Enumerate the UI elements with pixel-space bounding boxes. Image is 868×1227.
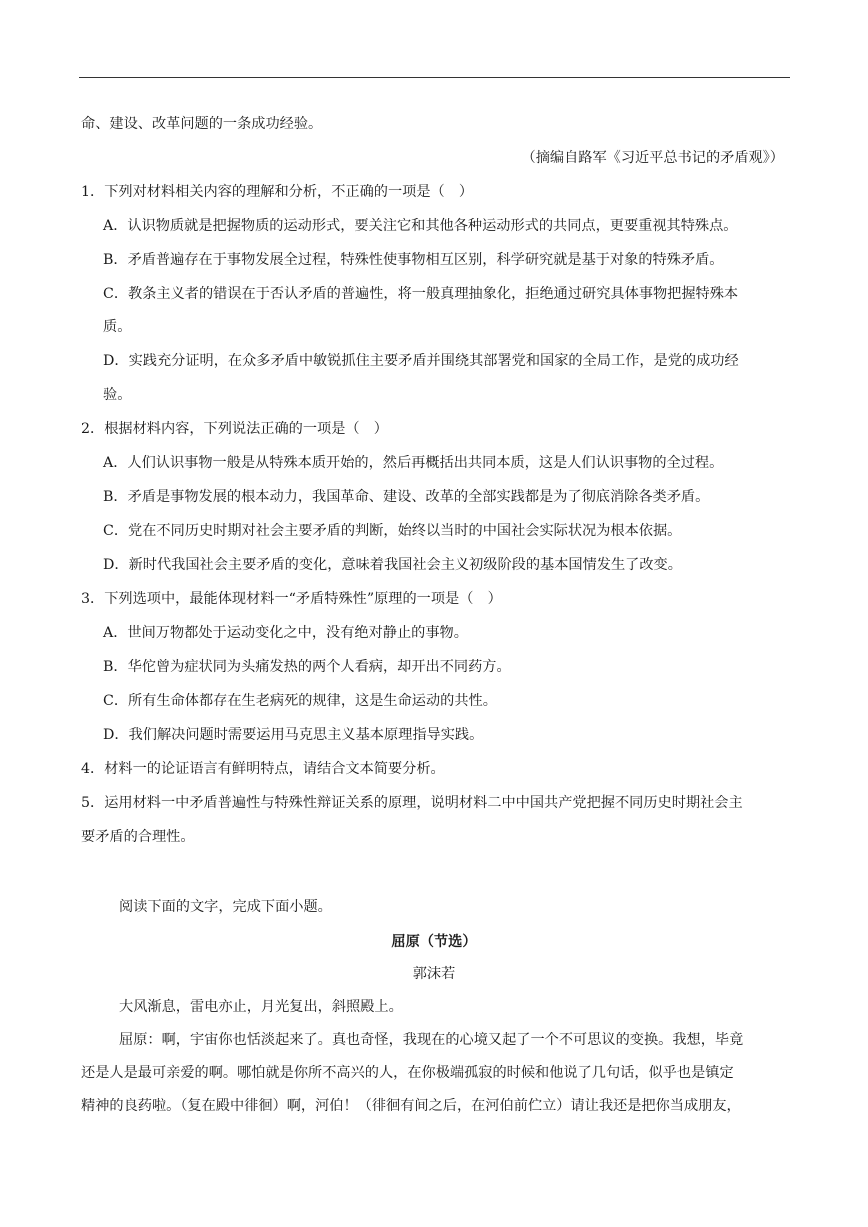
stage-direction: 大风渐息，雷电亦止，月光复出，斜照殿上。 <box>119 999 403 1015</box>
question-2-option-b[interactable]: B．矛盾是事物发展的根本动力，我国革命、建设、改革的全部实践都是为了彻底消除各类矛盾。 <box>103 489 710 505</box>
dialogue-line-3: 精神的良药啦。（复在殿中徘徊）啊，河伯！（徘徊有间之后，在河伯前伫立）请让我还是把你当成朋友， <box>81 1098 741 1114</box>
question-3-stem: 3．下列选项中，最能体现材料一“矛盾特殊性”原理的一项是（ ） <box>81 591 502 607</box>
play-author: 郭沫若 <box>412 966 456 982</box>
question-2-stem: 2．根据材料内容，下列说法正确的一项是（ ） <box>81 421 388 437</box>
question-1-option-a[interactable]: A．认识物质就是把握物质的运动形式，要关注它和其他各种运动形式的共同点，更要重视其特殊点。 <box>103 218 738 234</box>
reading-instructions: 阅读下面的文字，完成下面小题。 <box>119 899 332 915</box>
question-3-option-a[interactable]: A．世间万物都处于运动变化之中，没有绝对静止的事物。 <box>103 625 468 641</box>
question-2-option-a[interactable]: A．人们认识事物一般是从特殊本质开始的，然后再概括出共同本质，这是人们认识事物的全过程。 <box>103 455 724 471</box>
question-2-option-d[interactable]: D．新时代我国社会主要矛盾的变化，意味着我国社会主义初级阶段的基本国情发生了改变。 <box>103 557 682 573</box>
question-4-stem: 4．材料一的论证语言有鲜明特点，请结合文本简要分析。 <box>81 761 445 777</box>
question-1-option-d[interactable]: D．实践充分证明，在众多矛盾中敏锐抓住主要矛盾并围绕其部署党和国家的全局工作，是党的成功经 <box>103 353 739 369</box>
header-rule <box>79 77 790 78</box>
play-title: 屈原（节选） <box>391 934 477 950</box>
question-1-option-b[interactable]: B．矛盾普遍存在于事物发展全过程，特殊性使事物相互区别，科学研究就是基于对象的特殊矛盾。 <box>103 252 724 268</box>
question-1-option-c-cont: 质。 <box>103 319 132 335</box>
question-1-option-c[interactable]: C．教条主义者的错误在于否认矛盾的普遍性，将一般真理抽象化，拒绝通过研究具体事物把握特殊本 <box>103 286 739 302</box>
question-5-stem: 5．运用材料一中矛盾普遍性与特殊性辩证关系的原理，说明材料二中中国共产党把握不同历史时期社会主 <box>81 795 743 811</box>
dialogue-line-2: 还是人是最可亲爱的啊。哪怕就是你所不高兴的人，在你极端孤寂的时候和他说了几句话，似乎也是镇定 <box>81 1065 734 1081</box>
question-5-stem-cont: 要矛盾的合理性。 <box>81 829 195 845</box>
source-citation: （摘编自路军《习近平总书记的矛盾观》） <box>521 150 784 166</box>
question-2-option-c[interactable]: C．党在不同历史时期对社会主要矛盾的判断，始终以当时的中国社会实际状况为根本依据。 <box>103 523 682 539</box>
question-3-option-b[interactable]: B．华佗曾为症状同为头痛发热的两个人看病，却开出不同药方。 <box>103 659 511 675</box>
question-1-option-d-cont: 验。 <box>103 387 132 403</box>
dialogue-line-1: 屈原：啊，宇宙你也恬淡起来了。真也奇怪，我现在的心境又起了一个不可思议的变换。我想，毕竟 <box>119 1032 744 1048</box>
question-3-option-c[interactable]: C．所有生命体都存在生老病死的规律，这是生命运动的共性。 <box>103 693 497 709</box>
intro-tail: 命、建设、改革问题的一条成功经验。 <box>81 116 323 132</box>
question-1-stem: 1．下列对材料相关内容的理解和分析，不正确的一项是（ ） <box>81 184 474 200</box>
question-3-option-d[interactable]: D．我们解决问题时需要运用马克思主义基本原理指导实践。 <box>103 727 484 743</box>
